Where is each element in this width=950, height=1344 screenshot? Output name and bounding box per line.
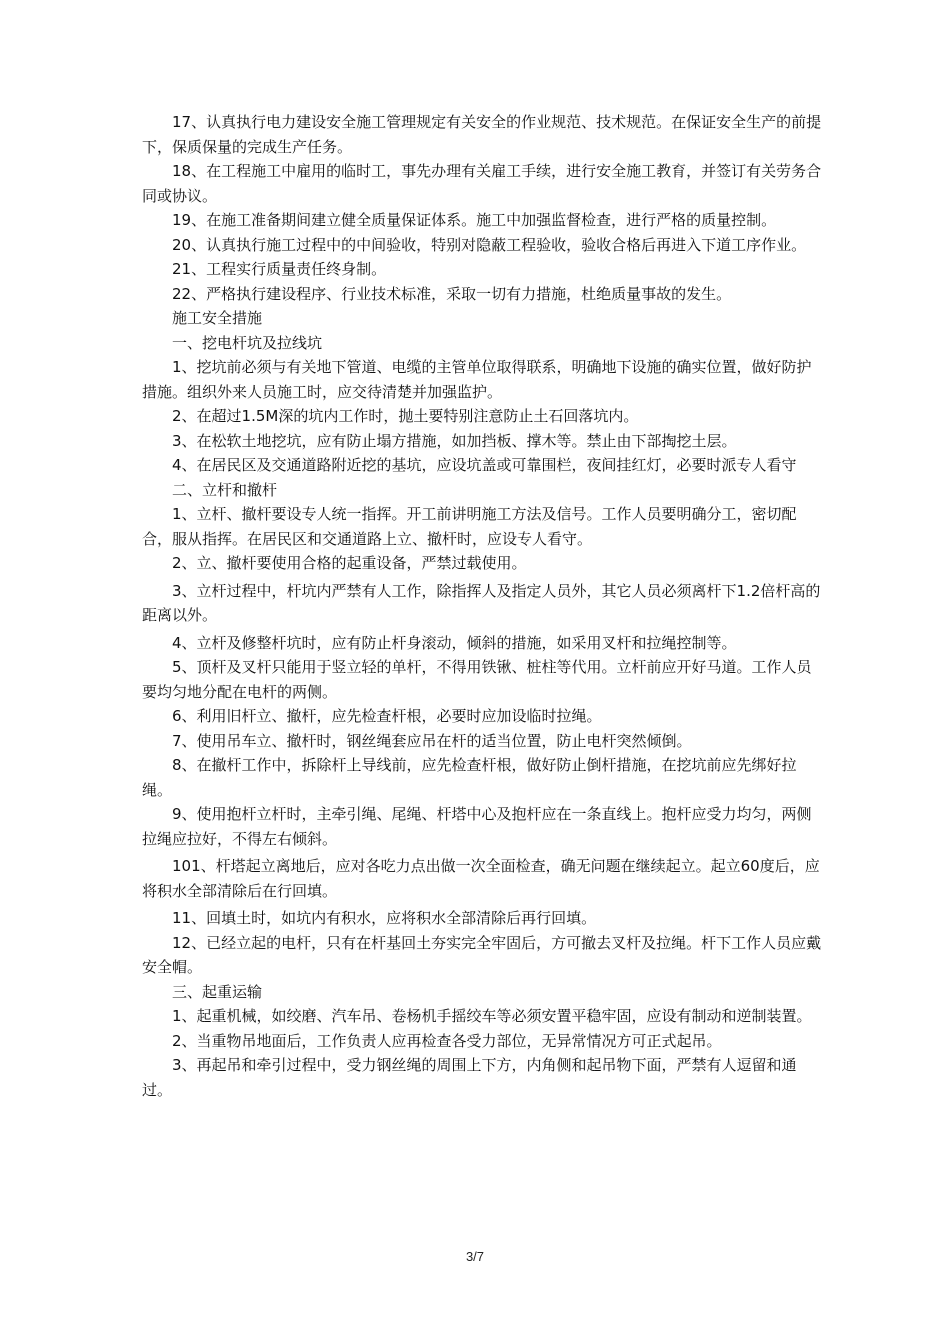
list-item: 2、在超过1.5M深的坑内工作时，抛土要特别注意防止土石回落坑内。 [172,407,639,425]
list-item: 1、挖坑前必须与有关地下管道、电缆的主管单位取得联系，明确地下设施的确实位置，做好防护措施。组织外来人员施工时，应交待清楚并加强监护。 [142,358,812,401]
list-item: 9、使用抱杆立杆时，主牵引绳、尾绳、杆塔中心及抱杆应在一条直线上。抱杆应受力均匀，两侧拉绳应拉好，不得左右倾斜。 [142,805,812,848]
list-item: 1、起重机械，如绞磨、汽车吊、卷杨机手摇绞车等必须安置平稳牢固，应设有制动和逆制装置。 [172,1007,812,1025]
list-item: 2、当重物吊地面后，工作负责人应再检查各受力部位，无异常情况方可正式起吊。 [172,1031,722,1050]
page-number: 3/7 [465,1249,485,1264]
subheading-pole-erection: 二、立杆和撤杆 [172,480,278,499]
paragraph-22: 22、严格执行建设程序、行业技术标准，采取一切有力措施，杜绝质量事故的发生。 [172,284,732,303]
list-item: 3、立杆过程中，杆坑内严禁有人工作，除指挥人及指定人员外，其它人员必须离杆下1.2倍杆高的距离以外。 [142,581,821,624]
subheading-lifting-transport: 三、起重运输 [172,982,263,1001]
list-item: 4、立杆及修整杆坑时，应有防止杆身滚动，倾斜的措施，如采用叉杆和拉绳控制等。 [172,633,737,652]
list-item: 8、在撤杆工作中，拆除杆上导线前，应先检查杆根，做好防止倒杆措施，在挖坑前应先绑好拉绳。 [142,756,797,799]
subheading-pit-digging: 一、挖电杆坑及拉线坑 [172,333,323,352]
list-item: 2、立、撤杆要使用合格的起重设备，严禁过载使用。 [172,554,527,572]
list-item: 5、顶杆及叉杆只能用于竖立轻的单杆，不得用铁锹、桩柱等代用。立杆前应开好马道。工作人员要均匀地分配在电杆的两侧。 [142,658,812,701]
list-item: 4、在居民区及交通道路附近挖的基坑，应设坑盖或可靠围栏，夜间挂红灯，必要时派专人看守 [172,456,797,474]
paragraph-18: 18、在工程施工中雇用的临时工，事先办理有关雇工手续，进行安全施工教育，并签订有关劳务合同或协议。 [142,162,822,205]
list-item: 11、回填土时，如坑内有积水，应将积水全部清除后再行回填。 [172,909,597,927]
list-item: 101、杆塔起立离地后，应对各吃力点出做一次全面检查，确无问题在继续起立。起立60度后，应将积水全部清除后在行回填。 [142,857,820,900]
list-item: 7、使用吊车立、撤杆时，钢丝绳套应吊在杆的适当位置，防止电杆突然倾倒。 [172,731,692,750]
paragraph-20: 20、认真执行施工过程中的中间验收，特别对隐蔽工程验收，验收合格后再进入下道工序作业。 [172,235,807,254]
list-item: 1、立杆、撤杆要设专人统一指挥。开工前讲明施工方法及信号。工作人员要明确分工，密切配合，服从指挥。在居民区和交通道路上立、撤杆时，应设专人看守。 [142,505,797,548]
list-item: 3、在松软土地挖坑，应有防止塌方措施，如加挡板、撑木等。禁止由下部掏挖土层。 [172,431,737,450]
paragraph-21: 21、工程实行质量责任终身制。 [172,260,387,278]
list-item: 6、利用旧杆立、撤杆，应先检查杆根，必要时应加设临时拉绳。 [172,707,602,725]
section-heading-safety: 施工安全措施 [172,309,263,327]
document-body [142,110,822,1102]
list-item: 12、已经立起的电杆，只有在杆基回土夯实完全牢固后，方可撤去叉杆及拉绳。杆下工作人员应戴安全帽。 [142,933,822,976]
list-item: 3、再起吊和牵引过程中，受力钢丝绳的周围上下方，内角侧和起吊物下面，严禁有人逗留和通过。 [142,1056,797,1099]
paragraph-17: 17、认真执行电力建设安全施工管理规定有关安全的作业规范、技术规范。在保证安全生产的前提下，保质保量的完成生产任务。 [142,113,822,156]
paragraph-19: 19、在施工准备期间建立健全质量保证体系。施工中加强监督检查，进行严格的质量控制。 [172,211,777,229]
